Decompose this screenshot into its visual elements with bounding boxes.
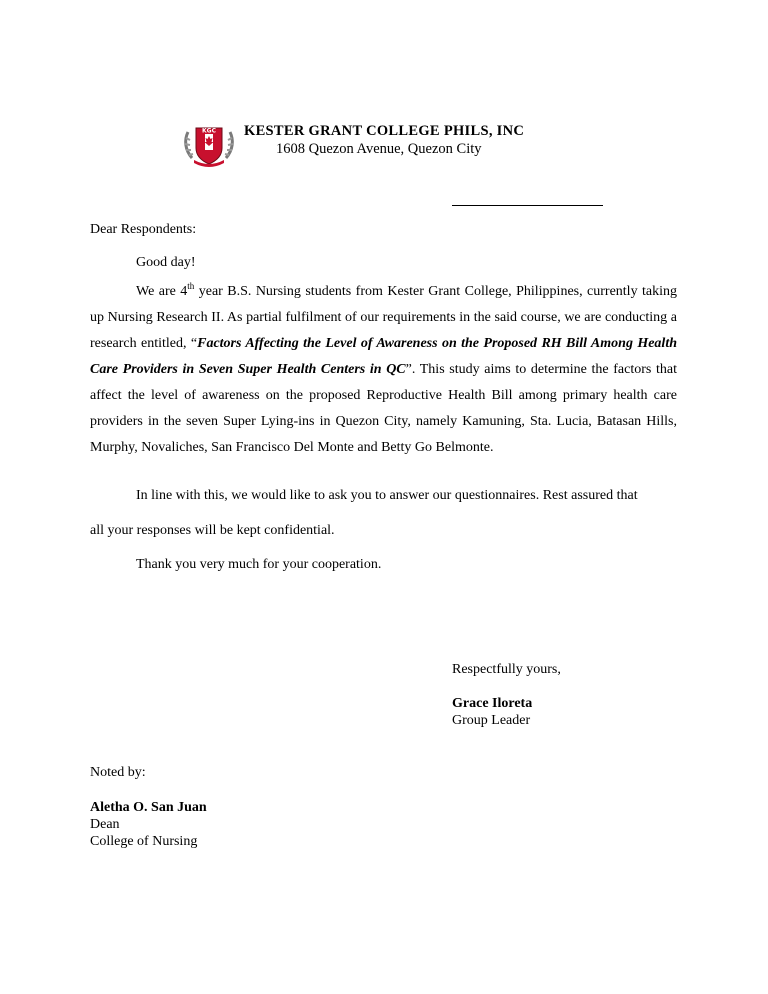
research-title: Factors Affecting the Level of Awareness on the Proposed RH Bill Among Health Care Providers in Seven Super Health Centers in QC <box>90 336 677 377</box>
date-line <box>452 205 603 206</box>
paragraph-request-line1: In line with this, we would like to ask you to answer our questionnaires. Rest assured that <box>136 488 638 503</box>
salutation: Dear Respondents: <box>90 222 197 237</box>
college-name: KESTER GRANT COLLEGE PHILS, INC <box>244 123 525 139</box>
noted-by: Noted by: <box>90 765 146 780</box>
paragraph-intro: We are 4th year B.S. Nursing students from Kester Grant College, Philippines, currently taking up Nursing Research II. As partial fulfilment of our requirements in the said course, we are conducting a research entitled, “Factors Affecting the Level of Awareness on the Proposed RH Bill Among Health Care Providers in Seven Super Health Centers in QC”. This study aims to determine the factors that affect the level of awareness on the proposed Reproductive Health Bill among primary health care providers in the seven Super Lying-ins in Quezon City, namely Kamuning, Sta. Lucia, Batasan Hills, Murphy, Novaliches, San Francisco Del Monte and Betty Go Belmonte. <box>90 281 678 455</box>
thanks-line: Thank you very much for your cooperation. <box>136 557 382 572</box>
college-logo-icon <box>182 120 236 168</box>
sender-name: Grace Iloreta <box>452 696 533 711</box>
paragraph-request-line2: all your responses will be kept confidential. <box>90 523 335 538</box>
noter-name: Aletha O. San Juan <box>90 800 207 815</box>
noter-department: College of Nursing <box>90 834 198 849</box>
logo-text: KGC <box>202 127 216 135</box>
closing: Respectfully yours, <box>452 662 561 677</box>
greeting: Good day! <box>136 255 196 270</box>
sender-title: Group Leader <box>452 713 531 728</box>
letter-body <box>90 279 677 461</box>
college-address: 1608 Quezon Avenue, Quezon City <box>276 141 482 157</box>
noter-title: Dean <box>90 817 120 832</box>
